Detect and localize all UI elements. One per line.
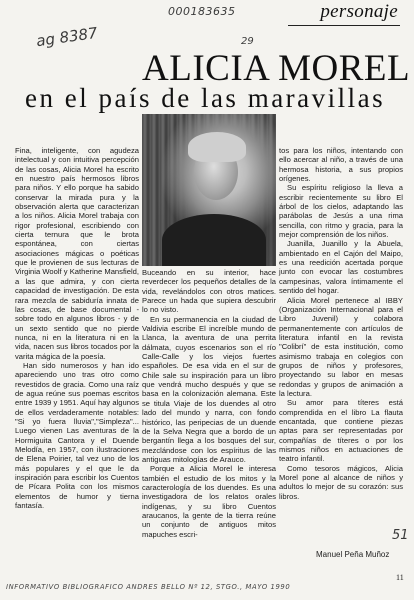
article-subtitle: en el país de las maravillas [25, 83, 386, 113]
col2-paragraph: En su permanencia en la ciudad de Valdivia escribe El increíble mundo de Llanca, la aventura de una perrita dálmata, cuyos escenarios son el río Calle-Calle y los viejos fuertes españoles. De esa vida en el sur de Chile sale su inspiración para un libro que vendrá mucho después y que se basa en la colonización alemana. Este se titula Viaje de los duendes al otro lado del mundo y narra, con fondo histórico, las peripecias de un duende de la Selva Negra que a bordo de un bergantín llega a los bosques del sur, mezclándose con los espíritus de las antiguas mitologías de Arauco. [142, 314, 276, 464]
page-number: 11 [396, 573, 404, 582]
col3-paragraph: Alicia Morel pertenece al IBBY (Organización Internacional para el Libro Juvenil) y colabora permanentemente con artículos de literatura infantil en la revista "Colibrí" de esta institución, como asimismo trabaja en colegios con grupos de niños y profesores, proyectando su labor en mesas redondas y grupos de animación a la lectura. [279, 295, 403, 398]
handwritten-source-footer: INFORMATIVO BIBLIOGRAFICO ANDRES BELLO Nº 12, STGO., MAYO 1990 [6, 583, 291, 591]
col2-paragraph: Porque a Alicia Morel le interesa también el estudio de los mitos y la caracterología de los duendes. Es una investigadora de los relatos orales indígenas, y su libro Cuentos araucanos, la gente de la tierra reúne un conjunto de antiguos mitos mapuches escri- [142, 464, 276, 539]
handwritten-margin-mark: 51 [392, 528, 409, 543]
header-rule [288, 25, 400, 26]
article-title: ALICIA MOREL [142, 48, 411, 89]
author-portrait-photo [142, 114, 276, 266]
col3-paragraph: Su amor para títeres está comprendida en el libro La flauta encantada, que contiene piezas aptas para ser representadas por compañías de títeres o por los mismos niños en actuaciones de teatro infantil. [279, 398, 403, 464]
section-label: personaje [320, 1, 398, 22]
portrait-hair [188, 132, 246, 162]
col2-paragraph: Buceando en su interior, hace reverdecer los pequeños detalles de la vida, revelándolos con otros matices. Parece un hada que supiera descubrir lo no visto. [142, 268, 276, 315]
handwritten-code: 000183635 [168, 5, 236, 18]
handwritten-number: 29 [241, 36, 254, 47]
col1-paragraph: Han sido numerosos y han ido apareciendo uno tras otro como revestidos de gracia. Como una raíz de agua reúne sus poemas escritos entre 1939 y 1951. Aquí hay algunos de ellos verdaderamente notables: "Si yo fuera lluvia","Simpleza"... Luego vienen Las aventuras de la Hormiguita Cantora y el Duende Melodía, en 1957, con ilustraciones de Elena Poirier, tal vez uno de los más populares y el que le da inspiración para escribir los Cuentos de Pícara Polita con los mismos elementos de humor y tierna fantasía. [15, 360, 139, 511]
col3-paragraph: Como tesoros mágicos, Alicia Morel pone al alcance de niños y adultos lo mejor de su corazón: sus libros. [279, 463, 403, 501]
author-signature: Manuel Peña Muñoz [316, 550, 390, 559]
article-column-3 [279, 146, 403, 501]
article-column-2 [142, 268, 276, 539]
col3-paragraph: tos para los niños, intentando con ello acercar al niño, a través de una hermosa historia, a sus propios orígenes. [279, 146, 403, 184]
col3-paragraph: Juanilla, Juanillo y la Abuela, ambientado en el Cajón del Maipo, es una reedición acertada porque junto con evocar las costumbres campesinas, valora íntimamente el sentido del hogar. [279, 239, 403, 296]
col3-paragraph: Su espíritu religioso la lleva a escribir recientemente su libro El árbol de los cielos, adaptando las parábolas de Jesús a una rima sencilla, con ritmo y gracia, para la mejor comprensión de los niños. [279, 183, 403, 240]
handwritten-side-note: ag 8387 [35, 23, 99, 51]
portrait-shoulders [162, 214, 266, 266]
col1-paragraph: Fina, inteligente, con agudeza intelectual y con intuitiva percepción de las cosas, Alicia Morel ha escrito en nuestro país hermosos libros para niños. Y ello porque ha sabido conservar la mirada pura y la observación alerta que caracterizan a los niños. Alicia Morel trabaja con rigor profesional, escribiendo con cierta ternura que le brota espontánea, con ciertas asociaciones mágicas o poéticas que le provienen de sus lecturas de Virginia Woolf y Katherine Mansfield, a las que admira, y con cierta capacidad de investigación. De esta rara mezcla de sabiduría innata de las cosas, de base documental - sobre todo en algunos libros - y de un sexto sentido que no pierde nunca, ni en la literatura ni en la vida, nacen sus libros tocados por la varita mágica de la poesía. [15, 146, 139, 361]
article-column-1 [15, 146, 139, 510]
